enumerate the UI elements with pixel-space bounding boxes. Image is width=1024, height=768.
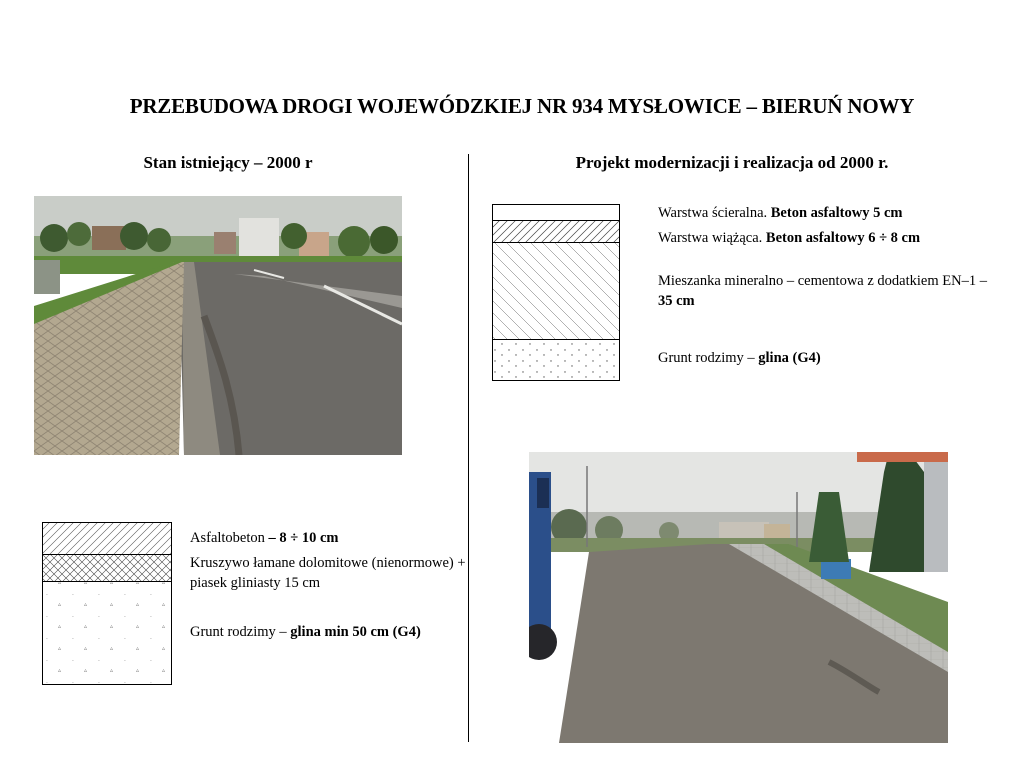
layer-label-subgrade-designed: Grunt rodzimy – glina (G4) xyxy=(658,350,821,366)
slide-title: PRZEBUDOWA DROGI WOJEWÓDZKIEJ NR 934 MYSŁOWICE – BIERUŃ NOWY xyxy=(129,94,915,118)
layer-label-cement-mix: Mieszanka mineralno – cementowa z dodatkiem EN–1 – 35 cm xyxy=(658,273,987,309)
layer-label-asphalt-concrete: Asfaltobeton – 8 ÷ 10 cm xyxy=(190,530,339,546)
pavement-cross-section-existing xyxy=(42,522,172,685)
heading-modernization-project: Projekt modernizacji i realizacja od 2000 r. xyxy=(575,153,889,172)
road-photo-existing-icon xyxy=(34,196,402,455)
column-divider xyxy=(468,154,469,742)
layer-label-subgrade-existing: Grunt rodzimy – glina min 50 cm (G4) xyxy=(190,624,421,640)
road-photo-modernized-icon xyxy=(529,452,948,743)
pavement-cross-section-designed xyxy=(492,204,620,381)
heading-existing-state: Stan istniejący – 2000 r xyxy=(143,153,313,172)
layer-label-binder-course: Warstwa wiążąca. Beton asfaltowy 6 ÷ 8 cm xyxy=(658,230,921,246)
layer-label-wearing-course: Warstwa ścieralna. Beton asfaltowy 5 cm xyxy=(658,205,903,221)
layer-label-crushed-dolomite: Kruszywo łamane dolomitowe (nienormowe) + piasek gliniasty 15 cm xyxy=(190,555,466,591)
